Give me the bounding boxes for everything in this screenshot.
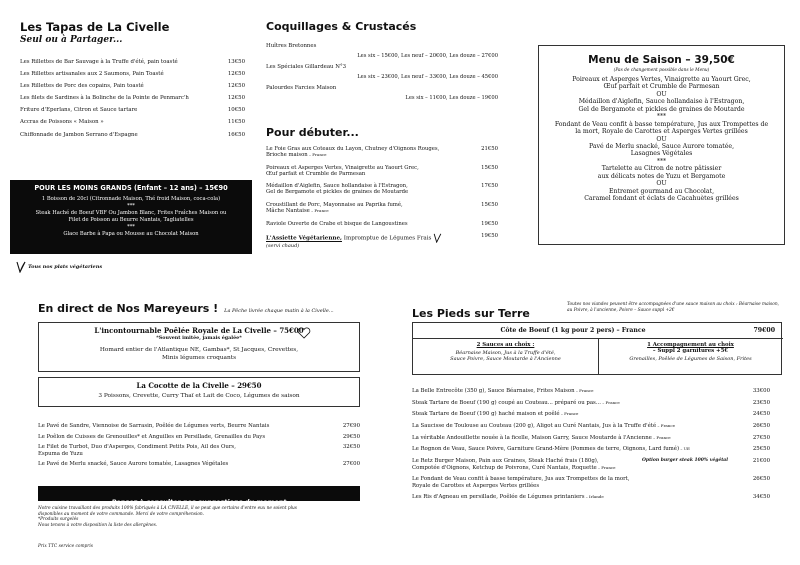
list-item: [38, 444, 360, 456]
list-item: [412, 476, 770, 489]
cocotte-box: [38, 377, 360, 407]
mareyeurs-tagline: La Pêche livrée chaque matin à la Civelle...: [224, 308, 334, 314]
item-line1: La véritable Andouillette nouée à la ficelle, Maison Garry, Sauce Moutarde à l'Ancienne – France: [412, 434, 671, 441]
saison-line: OU: [656, 135, 667, 143]
debuter-title: Pour débuter...: [266, 126, 359, 139]
cote-accomp: [598, 342, 783, 362]
item-price: 27€00: [342, 461, 360, 468]
item-desc: [266, 165, 419, 177]
item-price: 12€50: [227, 71, 245, 78]
item-line1: Le Fondant de Veau confit à basse température, Jus aux Trompettes de la mort,: [412, 476, 630, 483]
saison-line: Fondant de Veau confit à basse température, Jus aux Trompettes de: [554, 120, 769, 128]
item-price: 33€00: [752, 388, 770, 394]
item-price: 27€50: [752, 434, 770, 441]
menu-saison-box: [538, 45, 785, 245]
poelee-title: L'incontournable Poêlée Royale de La Civelle – 75€00: [94, 326, 304, 335]
item-price: 15€50: [481, 164, 498, 171]
poelee-box: [38, 322, 360, 372]
veg-item-price: 19€50: [481, 233, 498, 240]
item-name: Les Rillettes de Bar Sauvage à la Truffe d'été, pain toasté: [20, 59, 178, 65]
item-price: 25€50: [752, 446, 770, 453]
list-item: [266, 165, 498, 177]
item-desc: [266, 146, 439, 158]
item-line1: Le Foie Gras aux Coteaux du Layon, Chutney d'Oignons Rouges,: [266, 146, 440, 152]
saison-line: Poireaux et Asperges Vertes, Vinaigrette au Yaourt Grec,: [572, 76, 751, 83]
origin-tag: – France: [559, 411, 579, 417]
mareyeurs-header: [38, 302, 368, 315]
terre-note: Toutes nos viandes peuvent être accompagnées d'une sauce maison au choix : Béarnaise maison, au Poivre, à l'ancienne, Poivre – Sauce suppl +2€: [567, 302, 779, 313]
item-line1: La Belle Entrecôte (350 g), Sauce Béarnaise, Frites Maison – France: [412, 388, 594, 394]
menu-saison-note: (Pas de changement possible dans le Menu): [613, 68, 710, 73]
poelee-line1: Homard entier de l'Atlantique NE, Gambas*, St Jacques, Crevettes,: [99, 347, 299, 353]
saison-line: OU: [656, 90, 667, 98]
list-item: [266, 221, 498, 227]
tapas-section: [20, 20, 245, 144]
item-name: Huîtres Bretonnes: [266, 43, 317, 49]
origin-tag: – UE: [679, 446, 690, 452]
origin-tag: – France: [309, 208, 329, 214]
item-desc: [266, 202, 403, 214]
item-line2: Compotée d'Oignons, Ketchup de Poivrons, Curé Nantais, Roquette – France: [412, 464, 616, 471]
cote-sauces-l2: Sauce Poivre, Sauce Moutarde à l'Ancienne: [450, 356, 561, 362]
item-name: Chiffonnade de Jambon Serrano d'Espagne: [20, 131, 138, 138]
list-item: [38, 434, 360, 440]
list-item: [266, 202, 498, 214]
origin-tag: – France: [574, 388, 594, 393]
mareyeurs-title: En direct de Nos Mareyeurs !: [38, 302, 219, 315]
list-item: [20, 95, 245, 101]
suggestions-banner: [38, 486, 360, 506]
item-line1: Steak Tartare de Boeuf (190 g) coupé au Couteau... préparé ou pas... – France: [412, 399, 620, 406]
item-desc: [266, 183, 408, 195]
leaf-icon: [433, 233, 442, 243]
kids-menu-box: [10, 180, 252, 254]
item-desc: [412, 423, 675, 429]
item-line2: Espuma de Yuzu: [38, 450, 83, 457]
list-item: [412, 446, 770, 452]
item-line2: Gel de Bergamote et pickles de graines de Moutarde: [266, 189, 409, 196]
origin-tag: – Irlande: [584, 494, 604, 500]
item-desc: [412, 411, 578, 417]
list-item: [412, 388, 770, 394]
list-item: [38, 461, 360, 467]
cote-sauces-l1: Béarnaise Maison, Jus à la Truffe d'été,: [455, 350, 556, 356]
veg-item-note: (servi chaud): [266, 243, 300, 250]
menu-saison-title: Menu de Saison – 39,50€: [588, 54, 735, 66]
item-desc: [38, 434, 265, 440]
item-line1: Le Filet de Turbot, Duo d'Asperges, Condiment Petits Pois, Ail des Ours,: [38, 444, 236, 451]
origin-tag: – France: [307, 152, 327, 158]
item-line2: Œuf parfait et Crumble de Parmesan: [266, 170, 366, 177]
note-line: disponibles au moment de votre commande. Merci de votre compréhension.: [38, 511, 205, 517]
cote-boeuf-box: [412, 322, 782, 375]
saison-line: ***: [656, 157, 667, 165]
list-item: [412, 435, 770, 441]
item-line1: Le Rognon de Veau, Sauce Poivre, Garniture Grand-Mère (Pommes de terre, Oignons, Lard fumé) – UE: [412, 446, 690, 453]
item-name: Palourdes Farcies Maison: [266, 85, 337, 91]
list-item: [266, 146, 498, 158]
item-desc: [412, 494, 604, 500]
note-line: *Produits surgelés: [38, 517, 79, 523]
item-desc: [412, 476, 630, 489]
item-desc: [38, 461, 228, 467]
list-item: [412, 458, 770, 471]
item-prices: Les six – 15€00, Les neuf – 20€00, Les douze – 27€00: [357, 53, 498, 59]
list-item: [20, 132, 245, 138]
tapas-title: Les Tapas de La Civelle: [20, 20, 170, 34]
item-line2: Royale de Carottes et Asperges Vertes grillées: [412, 482, 540, 489]
list-item: [266, 85, 498, 101]
item-name: Les Spéciales Gillardeau N°3: [266, 64, 347, 70]
note-line: Notre cuisine travaillant des produits 100% fabriqués à LA CIVELLE, il se peut que certains d'entre eux ne soient plus: [38, 506, 298, 511]
veg-item-desc: Impromptue de Légumes Frais: [343, 235, 432, 242]
item-line1: Le Poêlon de Cuisses de Grenouilles* et Anguilles en Persillade, Grenailles du Pays: [38, 433, 266, 440]
item-desc: [412, 446, 690, 452]
heart-icon: [297, 327, 311, 339]
item-line2: Brioche maison – France: [266, 152, 327, 159]
item-price: 10€50: [227, 107, 245, 114]
item-price: 16€50: [227, 131, 245, 138]
saison-line: Tartelette au Citron de notre pâtissier: [601, 165, 722, 173]
debuter-veg-item: [266, 233, 498, 249]
list-item: [266, 43, 498, 59]
cote-accomp-t2: – Suppl 2 garnitures +5€: [652, 348, 729, 354]
list-item: [38, 423, 360, 429]
cote-accomp-title: 1 Accompagnement au choix: [647, 342, 734, 348]
item-price: 34€50: [752, 494, 770, 501]
item-price: 26€50: [752, 423, 770, 430]
item-line1: Croustillant de Porc, Mayonnaise au Paprika fumé,: [266, 201, 403, 208]
saison-line: la mort, Royale de Carottes et Asperges Vertes grillées: [575, 128, 748, 136]
kids-line: Filet de Poisson au Beurre Nantais, Tagliatelles: [68, 217, 194, 224]
item-desc: [38, 423, 269, 429]
origin-tag: – France: [656, 423, 675, 429]
saison-line: Gel de Bergamote et pickles de graines de Moutarde: [578, 105, 745, 113]
item-price: 17€50: [481, 183, 498, 190]
ttc-note: Prix TTC service compris: [38, 544, 93, 549]
list-item: [20, 71, 245, 77]
cote-sauces-title: 2 Sauces au choix :: [476, 342, 535, 348]
kids-line: Steak Haché de Boeuf VBF Ou Jambon Blanc, Frites Fraîches Maison ou: [35, 210, 227, 217]
item-prices: Les six – 11€00, Les douze – 19€00: [405, 95, 498, 101]
terre-title: [412, 302, 530, 321]
list-item: [20, 107, 245, 113]
cocotte-line1: 3 Poissons, Crevette, Curry Thaï et Lait de Coco, Légumes de saison: [98, 393, 300, 399]
item-line1: La Saucisse de Toulouse au Couteau (200 g), Aligot au Curé Nantais, Jus à la Truffe d'été – France: [412, 423, 675, 430]
item-price: 13€50: [227, 59, 245, 65]
menu-saison-lines: [539, 76, 784, 202]
item-desc: [266, 221, 408, 227]
item-desc: [412, 388, 593, 394]
item-price: 23€50: [752, 399, 770, 406]
origin-tag: – France: [596, 464, 616, 470]
tapas-list: [20, 59, 245, 138]
item-price: 24€50: [752, 411, 770, 418]
item-price: 27€90: [342, 423, 360, 429]
item-desc: [412, 458, 616, 471]
cote-price: 79€00: [753, 327, 775, 334]
origin-tag: – France: [600, 399, 620, 405]
poelee-sub: *Souvent imitée, jamais égalée*: [156, 335, 242, 341]
item-price: 15€50: [481, 201, 498, 208]
kids-line: ***: [127, 203, 135, 210]
item-desc: [412, 400, 620, 406]
item-line2: Mâche Nantaise – France: [266, 208, 329, 215]
item-name: Accras de Poissons « Maison »: [20, 119, 104, 126]
item-line1: Médaillon d'Aiglefin, Sauce hollandaise à l'Estragon,: [266, 183, 408, 190]
saison-line: Lasagnes Végétales: [630, 150, 693, 158]
kids-menu-lines: [10, 196, 252, 238]
list-item: [412, 423, 770, 429]
saison-line: Médaillon d'Aiglefin, Sauce hollandaise à l'Estragon,: [578, 98, 745, 106]
note-line: Nous tenons à votre disposition la liste des allergènes.: [38, 522, 158, 528]
item-line1: Steak Tartare de Boeuf (190 g) haché maison et poêlé – France: [412, 411, 579, 418]
cote-sauces: [413, 342, 598, 362]
saison-line: ***: [656, 113, 667, 121]
item-name: Friture d'Eperlans, Citron et Sauce tartare: [20, 107, 138, 114]
cote-accomp-l1: Grenailles, Poêlée de Légumes de Saison, Frites: [629, 356, 752, 362]
leaf-icon: [16, 261, 26, 273]
list-item: [412, 494, 770, 500]
item-desc: [38, 444, 236, 456]
mareyeurs-list: [38, 423, 360, 472]
item-desc: [412, 435, 671, 441]
list-item: [266, 183, 498, 195]
kids-menu-title: POUR LES MOINS GRANDS (Enfant – 12 ans) – 15€90: [34, 184, 228, 192]
cocotte-title: La Cocotte de la Civelle – 29€50: [136, 381, 262, 390]
saison-line: OU: [656, 180, 667, 188]
veg-item-name: L'Assiette Végétarienne,: [266, 235, 342, 242]
veg-note: [16, 261, 102, 273]
debuter-section: [266, 126, 498, 249]
terre-list: [412, 388, 770, 506]
kids-line: Glace Barbe à Papa ou Mousse au Chocolat Maison: [63, 231, 199, 238]
list-item: [20, 59, 245, 65]
saison-line: Entremet gourmand au Chocolat,: [608, 187, 715, 195]
item-line1: Les Ris d'Agneau en persillade, Poêlée de Légumes printaniers – Irlande: [412, 494, 604, 501]
item-line1: Le Pavé de Merlu snacké, Sauce Aurore tomatée, Lasagnes Végétales: [38, 461, 229, 468]
item-line1: Le Retz Burger Maison, Pain aux Graines, Steak Haché frais (180g),: [412, 458, 599, 465]
saison-line: Œuf parfait et Crumble de Parmesan: [603, 83, 720, 91]
burger-option: Option burger steak 100% végétal: [642, 458, 728, 464]
item-price: 21€00: [752, 458, 770, 465]
item-line1: Le Pavé de Sandre, Viennoise de Sarrasin, Poêlée de Légumes verts, Beurre Nantais: [38, 423, 270, 429]
item-line1: Raviole Ouverte de Crabe et bisque de Langoustines: [266, 220, 408, 227]
coquillages-section: [266, 20, 498, 106]
terre-title-text: Les Pieds sur Terre: [412, 307, 530, 320]
kids-line: ***: [127, 224, 135, 231]
cote-title: Côte de Boeuf (1 kg pour 2 pers) – France: [500, 327, 646, 334]
origin-tag: – France: [651, 434, 671, 440]
saison-line: aux délicats notes de Yuzu et Bergamote: [597, 172, 726, 180]
item-price: 11€50: [227, 119, 245, 126]
item-price: 19€50: [481, 220, 498, 227]
list-item: [412, 411, 770, 417]
item-price: 32€50: [342, 444, 360, 451]
item-price: 12€50: [227, 83, 245, 90]
item-price: 21€50: [481, 146, 498, 152]
item-prices: Les six – 23€00, Les neuf – 33€00, Les douze – 45€00: [357, 74, 498, 80]
item-line1: Poireaux et Asperges Vertes, Vinaigrette au Yaourt Grec,: [266, 164, 419, 171]
item-price: 12€50: [227, 95, 245, 102]
list-item: [266, 64, 498, 80]
list-item: [20, 83, 245, 89]
tapas-subtitle: Seul ou à Partager...: [20, 35, 123, 45]
suggestions-text: Pensez à consulter nos suggestions du moment: [111, 498, 287, 506]
veg-note-text: Tous nos plats végétariens: [28, 264, 103, 270]
poelee-line2: Minis légumes croquants: [161, 355, 237, 361]
list-item: [412, 400, 770, 406]
item-name: Les Rillettes de Porc des copains, Pain toasté: [20, 83, 144, 90]
item-price: 29€50: [342, 433, 360, 440]
saison-line: Caramel fondant et éclats de Cacahuètes grillées: [584, 195, 739, 202]
list-item: [20, 119, 245, 125]
item-price: 26€50: [752, 476, 770, 483]
coquillages-title: Coquillages & Crustacés: [266, 20, 417, 33]
item-name: Les filets de Sardines à la Bolinche de la Pointe de Penmarc'h: [20, 95, 189, 102]
saison-line: Pavé de Merlu snacké, Sauce Aurore tomatée,: [588, 142, 735, 150]
kids-line: 1 Boisson de 20cl (Citronnade Maison, Thé froid Maison, coca-cola): [41, 196, 221, 202]
debuter-list: [266, 146, 498, 227]
item-name: Les Rillettes artisanales aux 2 Saumons, Pain Toasté: [20, 71, 164, 78]
coquillages-list: [266, 43, 498, 101]
allergen-notes: [38, 506, 360, 528]
